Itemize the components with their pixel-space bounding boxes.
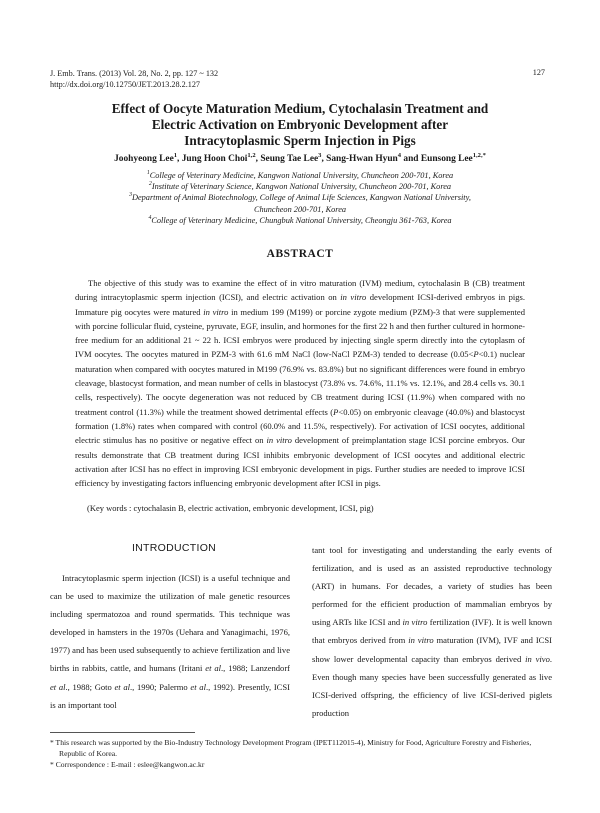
text-run: development ICSI-derived embryos in pigs. Immature pig oocytes were matured bbox=[75, 292, 525, 317]
affiliation-text: College of Veterinary Medicine, Chungbuk National University, Cheongju 361-763, Korea bbox=[151, 215, 452, 225]
body-column-left bbox=[50, 569, 290, 714]
footnotes bbox=[50, 737, 550, 770]
affiliation bbox=[60, 215, 540, 226]
affiliation-text: Institute of Veterinary Science, Kangwon National University, Chuncheon 200-701, Korea bbox=[151, 182, 452, 192]
correspondence-footnote: * Correspondence : E-mail : eslee@kangwon.ac.kr bbox=[50, 760, 205, 769]
text-run: <0.1) nuclear maturation when compared with oocytes matured in M199 (76.9% vs. 83.8%) but no significant differences were found in embryo cleavage, blastocyst formation, and mean number of cells in blastocyst (73.8% vs. 74.6%, 11.1% vs. 12.1%, and 28.4 cells vs. 30.1 cells, respectively). The oocyte degeneration was not reduced by CB treatment during ICSI (11.9%) when compared with no treatment control (11.3%) while the treatment showed detrimental effects ( bbox=[75, 349, 525, 417]
italic-text: et al bbox=[50, 681, 66, 692]
affiliation-marker: 1 bbox=[146, 170, 150, 177]
author-name: Sang-Hwan Hyun bbox=[326, 154, 398, 164]
italic-text: et al bbox=[114, 681, 131, 692]
author-separator: , bbox=[321, 154, 327, 164]
affiliation-marker: 2 bbox=[148, 181, 152, 188]
text-run: tant tool for investigating and understanding the early events of fertilization, and is used as an assisted reproductive technology (ART) in humans. For decades, a variety of studies has been performed for the efficient production of mammalian embryos by using ARTs like ICSI and bbox=[312, 545, 552, 628]
text-run: The objective of this study was to examine the effect of in vitro maturation (IVM) medium, cytochalasin B (CB) treatment during intracytoplasmic sperm injection (ICSI), and electric activation on bbox=[75, 278, 525, 303]
title-line: Electric Activation on Embryonic Development after bbox=[151, 117, 449, 132]
text-run: maturation (IVM), IVF and ICSI show lower developmental capacity than embryos derived bbox=[312, 635, 552, 664]
affiliation-marker: 4 bbox=[148, 215, 152, 222]
affiliation-text: Chuncheon 200-701, Korea bbox=[253, 204, 347, 214]
author-name: Eunsong Lee bbox=[420, 154, 473, 164]
keywords: (Key words : cytochalasin B, electric activation, embryonic development, ICSI, pig) bbox=[87, 503, 374, 513]
author-affiliation-marker: 1,2,* bbox=[472, 151, 486, 159]
text-run: fertilization (IVF). It is well known that embryos derived from bbox=[312, 617, 552, 646]
journal-citation: J. Emb. Trans. (2013) Vol. 28, No. 2, pp. 127 ~ 132 bbox=[50, 69, 219, 78]
author-affiliation-marker: 4 bbox=[397, 151, 402, 159]
text-run: ., 1988; Goto bbox=[65, 681, 115, 692]
title-line: Effect of Oocyte Maturation Medium, Cytochalasin Treatment and bbox=[111, 101, 489, 116]
author-list bbox=[50, 153, 550, 165]
author-separator: , bbox=[177, 154, 182, 164]
author-affiliation-marker: 1 bbox=[173, 151, 178, 159]
author-affiliation-marker: 3 bbox=[318, 151, 322, 159]
text-run: Intracytoplasmic sperm injection (ICSI) is a useful technique and can be used to maximize the utilization of male genetic resources including spermatozoa and round spermatids. This technique was developed in hamsters in the 1970s (Uehara and Yanagimachi, 1976, 1977) and has been used subsequently to achieve fertilization and live births in rabbits, cattle, and humans (Iritani bbox=[50, 573, 290, 674]
affiliation bbox=[60, 170, 540, 181]
abstract-body bbox=[75, 276, 525, 490]
italic-text: in vitro bbox=[408, 635, 434, 646]
page-number: 127 bbox=[532, 68, 545, 77]
italic-text: et al bbox=[190, 681, 206, 692]
body-column-right bbox=[312, 541, 552, 722]
author-name: Jung Hoon Choi bbox=[181, 154, 248, 164]
italic-text: in vivo bbox=[525, 653, 550, 664]
introduction-heading: INTRODUCTION bbox=[131, 542, 217, 554]
affiliation-text: Department of Animal Biotechnology, College of Animal Life Sciences, Kangwon National University, bbox=[131, 193, 471, 203]
italic-text: in vitro bbox=[340, 292, 367, 303]
text-run: <0.05) on embryonic cleavage (40.0%) and blastocyst formation (1.8%) rates when compared with control (60.0% and 11.5%, respectively). For activation of ICSI oocytes, additional electric stimulus has no positive or negative effect on bbox=[75, 406, 525, 446]
affiliation bbox=[60, 181, 540, 192]
doi-link[interactable]: http://dx.doi.org/10.12750/JET.2013.28.2.127 bbox=[50, 80, 201, 89]
abstract-heading: ABSTRACT bbox=[266, 248, 334, 260]
affiliation-list bbox=[60, 170, 540, 226]
introduction-paragraph bbox=[50, 569, 290, 714]
introduction-paragraph bbox=[312, 541, 552, 722]
text-run: ., 1988; Lanzendorf bbox=[221, 663, 291, 674]
paper-title bbox=[60, 101, 540, 149]
italic-text: in vitro bbox=[266, 435, 292, 446]
author-separator: and bbox=[401, 154, 421, 164]
italic-text: in vitro bbox=[203, 306, 229, 317]
affiliation-marker: 3 bbox=[129, 192, 132, 199]
funding-footnote: * This research was supported by the Bio-Industry Technology Development Program (IPET112015-4), Ministry for Food, Agriculture Forestry and Fisheries, Republic of Korea. bbox=[50, 738, 532, 758]
author-separator: , bbox=[255, 154, 261, 164]
author-name: Seung Tae Lee bbox=[260, 154, 319, 164]
affiliation bbox=[60, 192, 540, 203]
text-run: ., 1990; Palermo bbox=[130, 681, 191, 692]
author-affiliation-marker: 1,2 bbox=[247, 151, 256, 159]
footnote-divider bbox=[50, 732, 195, 733]
italic-text: et al bbox=[205, 663, 222, 674]
text-run: development of preimplantation stage ICSI porcine embryos. Our results demonstrate that CB treatment during ICSI inhibits embryonic development of ICSI oocytes and additional electric activation after ICSI has no effect in improving ICSI embryonic development in pigs. Further studies are needed to improve ICSI efficiency by investigating factors influencing embryonic development after ICSI in pigs. bbox=[75, 435, 525, 489]
text-run: in medium 199 (M199) or porcine zygote medium (PZM)-3 that were supplemented with porcine follicular fluid, cysteine, pyruvate, EGF, insulin, and hormones for the first 22 h and then further cultured in hormone-free medium for an additional 21 ~ 22 h. ICSI embryos were produced by injecting single sperm directly into the cytoplasm of IVM oocytes. The oocytes matured in PZM-3 with 61.6 mM NaCl (low-NaCl PZM-3) tended to decrease (0.05< bbox=[75, 306, 525, 360]
italic-text: in vitro bbox=[402, 617, 428, 628]
journal-header bbox=[50, 68, 218, 90]
text-run: ., 1992). Presently, ICSI is an important tool bbox=[50, 681, 290, 710]
affiliation-text: College of Veterinary Medicine, Kangwon National University, Chuncheon 200-701, Korea bbox=[149, 171, 454, 180]
italic-text: P bbox=[473, 349, 479, 360]
italic-text: P bbox=[333, 406, 339, 417]
title-line: Intracytoplasmic Sperm Injection in Pigs bbox=[184, 133, 416, 148]
author-name: Joohyeong Lee bbox=[114, 154, 174, 164]
affiliation bbox=[60, 204, 540, 215]
text-run: . Even though many species have been successfully generated as live ICSI-derived offspring, the efficiency of live ICSI-derived piglets production bbox=[312, 653, 552, 718]
abstract-paragraph bbox=[75, 276, 525, 490]
